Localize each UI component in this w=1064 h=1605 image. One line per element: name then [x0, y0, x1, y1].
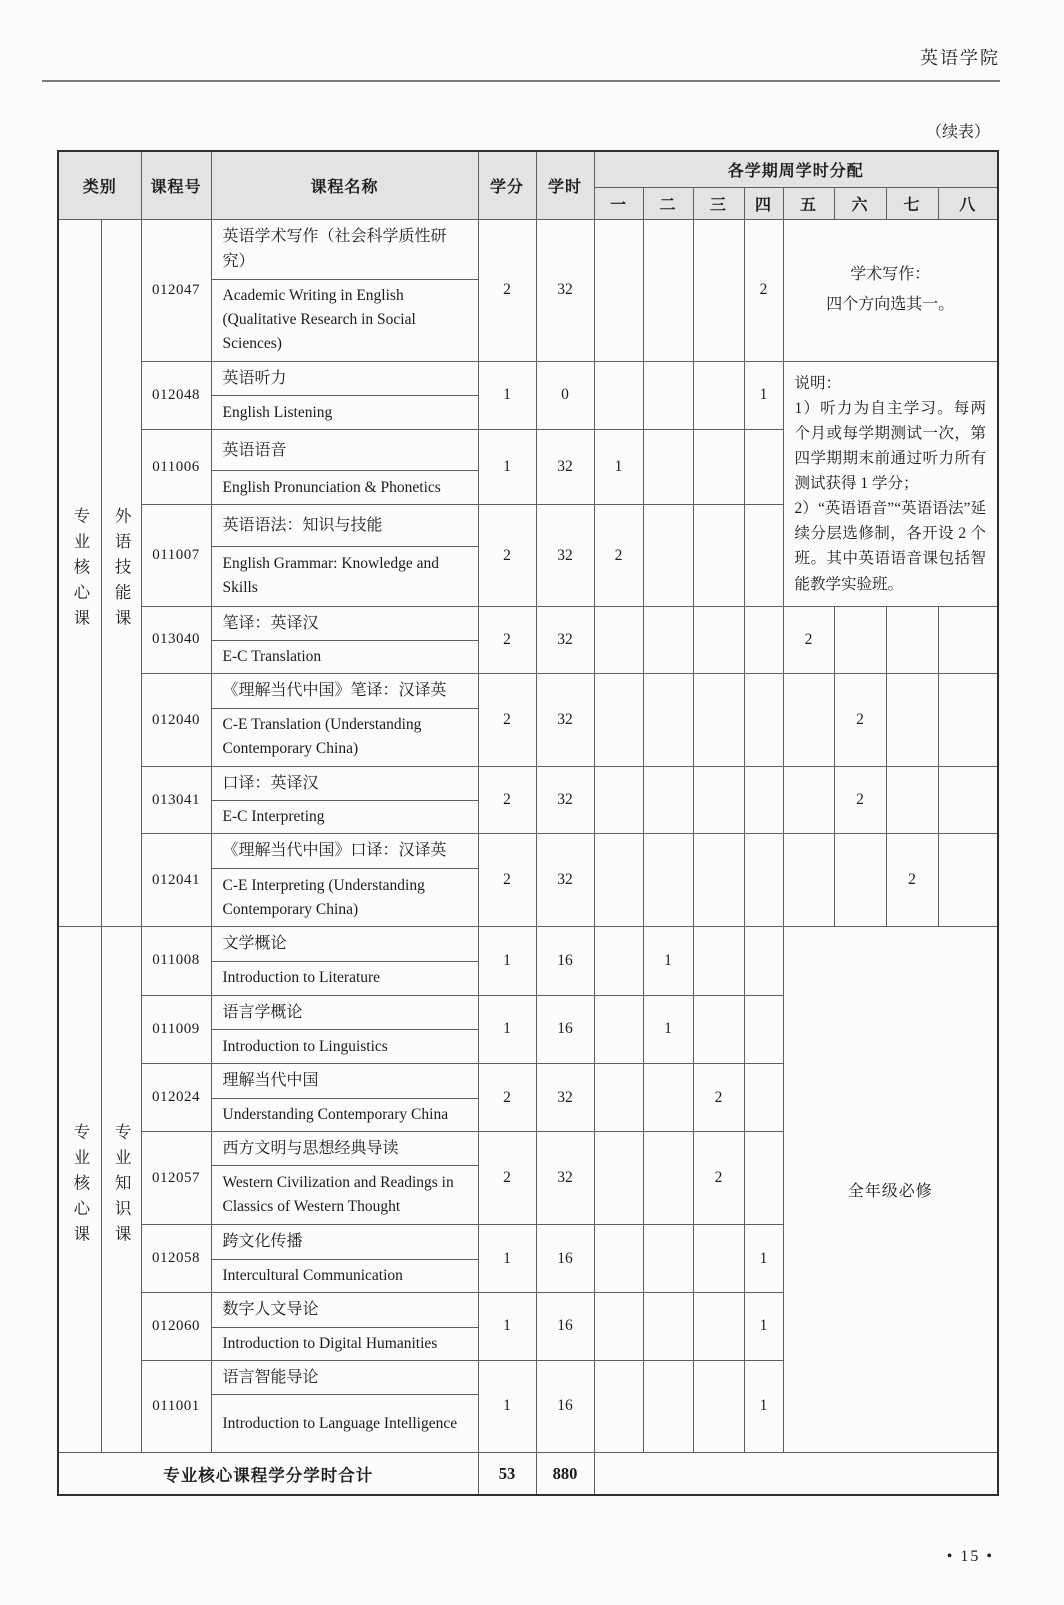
semester-cell-empty [834, 606, 886, 674]
course-name-zh: 理解当代中国 [211, 1064, 478, 1099]
semester-cell-empty [783, 674, 834, 767]
course-code: 012041 [141, 834, 211, 927]
semester-cell-empty [594, 361, 643, 430]
course-code: 013040 [141, 606, 211, 674]
semester-cell-empty [744, 430, 783, 505]
hours-value: 32 [536, 1131, 594, 1225]
semester-value: 2 [834, 766, 886, 834]
hours-value: 32 [536, 219, 594, 361]
course-code: 011009 [141, 995, 211, 1064]
total-empty-cell [594, 1453, 998, 1495]
semester-cell-empty [938, 674, 998, 767]
credits-value: 1 [478, 995, 536, 1064]
semester-cell-empty [693, 606, 744, 674]
credits-value: 2 [478, 505, 536, 606]
note-item: 1）听力为自主学习。每两个月或每学期测试一次，第四学期期末前通过听力所有测试获得 1 学分； [794, 399, 987, 493]
credits-value: 1 [478, 430, 536, 505]
semester-cell-empty [594, 1360, 643, 1453]
semester-value: 2 [886, 834, 938, 927]
semester-cell-empty [594, 606, 643, 674]
semester-cell-empty [643, 1131, 693, 1225]
semester-cell-empty [744, 834, 783, 927]
semester-cell-empty [693, 766, 744, 834]
semester-cell-empty [643, 219, 693, 361]
course-name-en: E-C Interpreting [211, 801, 478, 834]
semester-cell-empty [594, 766, 643, 834]
hours-value: 16 [536, 1225, 594, 1293]
semester-cell-empty [643, 505, 693, 606]
hours-value: 16 [536, 927, 594, 996]
semester-cell-empty [693, 505, 744, 606]
credits-value: 2 [478, 1064, 536, 1132]
semester-value: 2 [594, 505, 643, 606]
semester-value: 1 [643, 927, 693, 996]
table-row [58, 361, 998, 396]
page-number: • 15 • [946, 1548, 994, 1565]
semester-cell-empty [693, 219, 744, 361]
credits-value: 1 [478, 361, 536, 430]
semester-cell-empty [938, 606, 998, 674]
note-title: 说明： [794, 374, 842, 392]
course-code: 012040 [141, 674, 211, 767]
col-header-sem-2: 二 [643, 187, 693, 219]
course-code: 012024 [141, 1064, 211, 1132]
hours-value: 0 [536, 361, 594, 430]
table-row [58, 766, 998, 801]
credits-value: 2 [478, 219, 536, 361]
semester-cell-empty [744, 995, 783, 1064]
semester-cell-empty [643, 834, 693, 927]
course-name-en: Intercultural Communication [211, 1260, 478, 1293]
header-rule [42, 80, 1000, 82]
hours-value: 16 [536, 1293, 594, 1361]
curriculum-table [57, 150, 999, 1496]
course-name-zh: 英语语音 [211, 430, 478, 471]
course-name-zh: 跨文化传播 [211, 1225, 478, 1260]
course-name-en: Introduction to Literature [211, 961, 478, 995]
col-header-hours: 学时 [536, 151, 594, 219]
course-name-en: English Pronunciation & Phonetics [211, 471, 478, 505]
course-name-en: C-E Interpreting (Understanding Contemporary China) [211, 869, 478, 927]
semester-cell-empty [693, 834, 744, 927]
semester-cell-empty [643, 1064, 693, 1132]
semester-cell-empty [744, 1131, 783, 1225]
semester-cell-empty [594, 219, 643, 361]
semester-value: 1 [744, 1225, 783, 1293]
semester-cell-empty [886, 766, 938, 834]
course-code: 011007 [141, 505, 211, 606]
semester-cell-empty [744, 766, 783, 834]
course-code: 011001 [141, 1360, 211, 1453]
col-header-sem-6: 六 [834, 187, 886, 219]
semester-value: 2 [744, 219, 783, 361]
category-text: 专业知识课 [112, 1123, 132, 1251]
semester-cell-empty [643, 766, 693, 834]
category-label-knowledge [101, 927, 141, 1453]
course-name-en: Introduction to Digital Humanities [211, 1327, 478, 1360]
semester-cell-empty [693, 1360, 744, 1453]
semester-cell-empty [693, 674, 744, 767]
semester-value: 2 [693, 1131, 744, 1225]
semester-cell-empty [594, 995, 643, 1064]
col-header-sem-3: 三 [693, 187, 744, 219]
total-credits: 53 [478, 1453, 536, 1495]
semester-cell-empty [693, 1225, 744, 1293]
semester-cell-empty [744, 1064, 783, 1132]
category-text: 外语技能课 [112, 506, 132, 635]
semester-value: 1 [744, 1293, 783, 1361]
table-row [58, 606, 998, 641]
course-name-zh: 数字人文导论 [211, 1293, 478, 1328]
category-text: 专业核心课 [70, 506, 90, 635]
semester-cell-empty [886, 674, 938, 767]
col-header-course-no: 课程号 [141, 151, 211, 219]
hours-value: 32 [536, 674, 594, 767]
course-name-zh: 语言学概论 [211, 995, 478, 1030]
course-name-zh: 西方文明与思想经典导读 [211, 1131, 478, 1166]
credits-value: 2 [478, 674, 536, 767]
course-name-zh: 口译：英译汉 [211, 766, 478, 801]
semester-cell-empty [594, 1293, 643, 1361]
col-header-category: 类别 [58, 151, 141, 219]
category-text: 专业核心课 [70, 1123, 90, 1251]
course-name-en: Western Civilization and Readings in Classics of Western Thought [211, 1166, 478, 1225]
semester-cell-empty [594, 834, 643, 927]
col-header-sem-1: 一 [594, 187, 643, 219]
hours-value: 32 [536, 606, 594, 674]
semester-cell-empty [693, 430, 744, 505]
credits-value: 2 [478, 766, 536, 834]
semester-cell-empty [643, 1360, 693, 1453]
semester-cell-empty [643, 674, 693, 767]
total-label: 专业核心课程学分学时合计 [58, 1453, 478, 1495]
semester-value: 2 [783, 606, 834, 674]
semester-value: 1 [744, 1360, 783, 1453]
page-title: 英语学院 [920, 48, 1000, 68]
course-code: 012048 [141, 361, 211, 430]
category-label-core [58, 219, 101, 927]
note-item: 2）“英语语音”“英语语法”延续分层选修制，各开设 2 个班。其中英语语音课包括智能教学实验班。 [794, 500, 987, 593]
course-code: 012060 [141, 1293, 211, 1361]
semester-cell-empty [744, 606, 783, 674]
semester-cell-empty [693, 361, 744, 430]
semester-value: 1 [594, 430, 643, 505]
course-name-zh: 语言智能导论 [211, 1360, 478, 1395]
semester-cell-empty [693, 995, 744, 1064]
col-header-sem-5: 五 [783, 187, 834, 219]
course-name-zh: 英语学术写作（社会科学质性研究） [211, 219, 478, 279]
col-header-sem-8: 八 [938, 187, 998, 219]
credits-value: 1 [478, 1225, 536, 1293]
note-line: 四个方向选其一。 [826, 296, 955, 314]
col-header-sem-7: 七 [886, 187, 938, 219]
semester-cell-empty [643, 430, 693, 505]
category-label-language-skills [101, 219, 141, 927]
continued-table-note: （续表） [925, 124, 990, 141]
semester-value: 1 [643, 995, 693, 1064]
course-name-en: Introduction to Linguistics [211, 1030, 478, 1064]
table-row [58, 834, 998, 869]
col-header-credits: 学分 [478, 151, 536, 219]
total-row [58, 1453, 998, 1495]
course-name-en: English Listening [211, 396, 478, 430]
semester-cell-empty [594, 1131, 643, 1225]
hours-value: 32 [536, 1064, 594, 1132]
credits-value: 1 [478, 927, 536, 996]
hours-value: 16 [536, 1360, 594, 1453]
semester-cell-empty [594, 674, 643, 767]
note-all-grades: 全年级必修 [783, 927, 998, 1453]
table-row [58, 674, 998, 709]
course-code: 012047 [141, 219, 211, 361]
hours-value: 16 [536, 995, 594, 1064]
course-name-zh: 英语听力 [211, 361, 478, 396]
total-hours: 880 [536, 1453, 594, 1495]
course-name-en: English Grammar: Knowledge and Skills [211, 546, 478, 606]
course-name-zh: 笔译：英译汉 [211, 606, 478, 641]
hours-value: 32 [536, 834, 594, 927]
note-instructions [783, 361, 998, 606]
category-label-core-2 [58, 927, 101, 1453]
semester-cell-empty [643, 1225, 693, 1293]
semester-cell-empty [594, 1064, 643, 1132]
course-code: 012057 [141, 1131, 211, 1225]
semester-cell-empty [783, 766, 834, 834]
credits-value: 2 [478, 606, 536, 674]
credits-value: 1 [478, 1293, 536, 1361]
course-name-zh: 文学概论 [211, 927, 478, 962]
hours-value: 32 [536, 505, 594, 606]
semester-cell-empty [744, 674, 783, 767]
credits-value: 1 [478, 1360, 536, 1453]
course-code: 012058 [141, 1225, 211, 1293]
semester-cell-empty [643, 361, 693, 430]
semester-cell-empty [643, 606, 693, 674]
semester-cell-empty [693, 927, 744, 996]
semester-cell-empty [744, 505, 783, 606]
semester-cell-empty [744, 927, 783, 996]
course-name-en: Understanding Contemporary China [211, 1098, 478, 1131]
semester-value: 2 [693, 1064, 744, 1132]
course-name-zh: 英语语法：知识与技能 [211, 505, 478, 546]
course-name-en: Academic Writing in English (Qualitative Research in Social Sciences) [211, 279, 478, 361]
hours-value: 32 [536, 766, 594, 834]
semester-cell-empty [938, 834, 998, 927]
course-code: 011006 [141, 430, 211, 505]
course-name-en: Introduction to Language Intelligence [211, 1395, 478, 1453]
course-name-zh: 《理解当代中国》口译：汉译英 [211, 834, 478, 869]
course-code: 013041 [141, 766, 211, 834]
semester-cell-empty [594, 1225, 643, 1293]
col-header-course-name: 课程名称 [211, 151, 478, 219]
credits-value: 2 [478, 834, 536, 927]
course-name-en: C-E Translation (Understanding Contemporary China) [211, 708, 478, 766]
table-row [58, 927, 998, 962]
semester-cell-empty [693, 1293, 744, 1361]
course-name-en: E-C Translation [211, 641, 478, 674]
semester-value: 1 [744, 361, 783, 430]
note-academic-writing [783, 219, 998, 361]
semester-cell-empty [643, 1293, 693, 1361]
credits-value: 2 [478, 1131, 536, 1225]
course-code: 011008 [141, 927, 211, 996]
semester-cell-empty [594, 927, 643, 996]
note-line: 学术写作： [850, 265, 931, 283]
course-name-zh: 《理解当代中国》笔译：汉译英 [211, 674, 478, 709]
col-header-semester-dist: 各学期周学时分配 [594, 151, 998, 187]
hours-value: 32 [536, 430, 594, 505]
semester-cell-empty [886, 606, 938, 674]
semester-value: 2 [834, 674, 886, 767]
table-row [58, 219, 998, 279]
semester-cell-empty [938, 766, 998, 834]
semester-cell-empty [783, 834, 834, 927]
col-header-sem-4: 四 [744, 187, 783, 219]
semester-cell-empty [834, 834, 886, 927]
